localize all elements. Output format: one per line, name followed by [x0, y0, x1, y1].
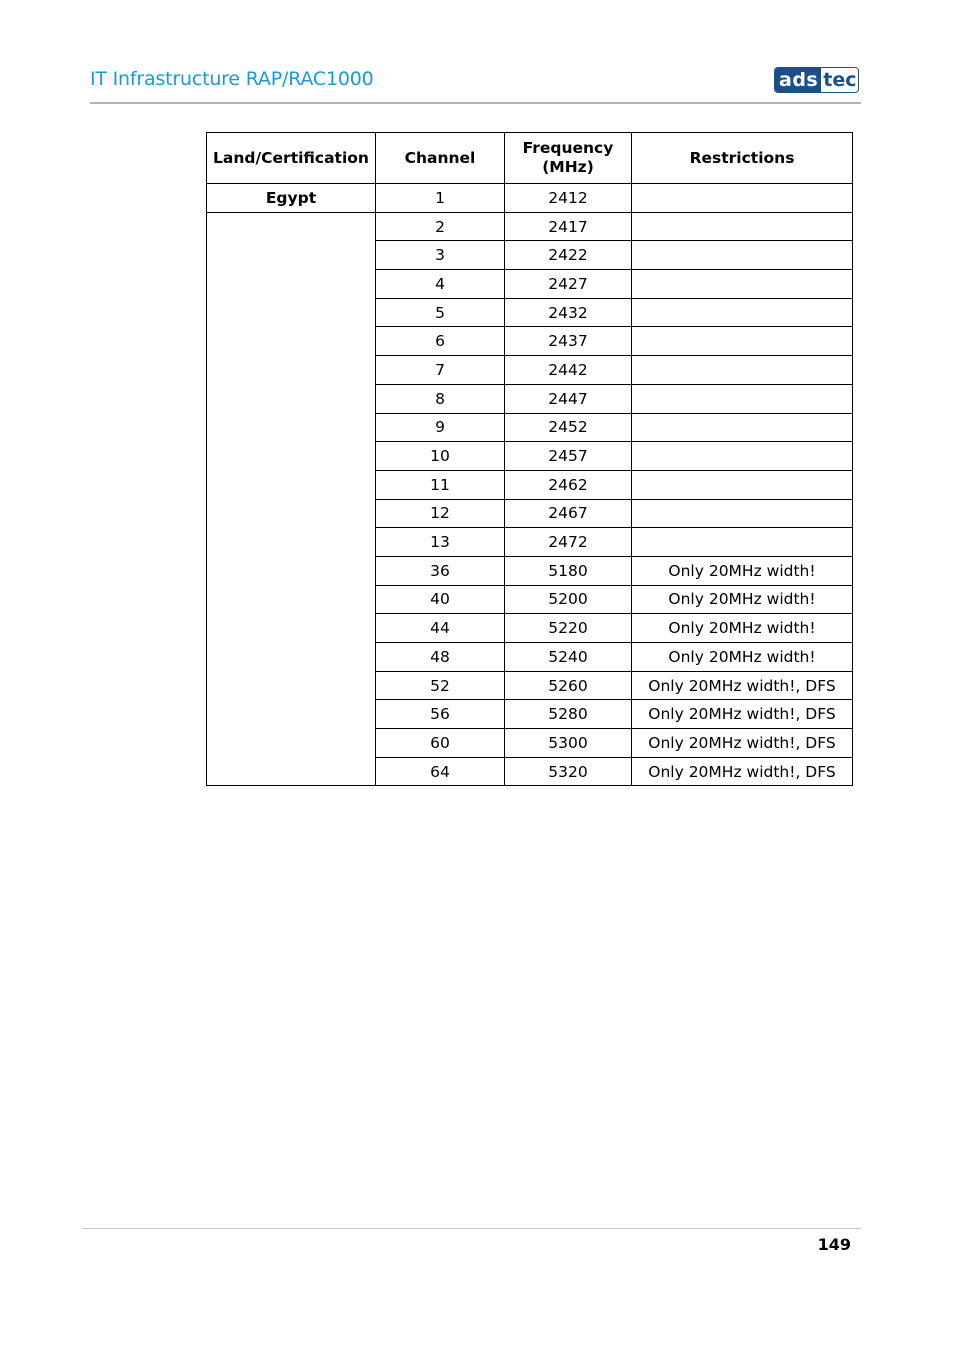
channel-cell: 64: [376, 757, 505, 786]
restriction-cell: Only 20MHz width!, DFS: [632, 700, 853, 729]
footer-divider: [82, 1228, 861, 1229]
channel-cell: 36: [376, 556, 505, 585]
restriction-cell: [632, 413, 853, 442]
header-channel: Channel: [376, 133, 505, 184]
frequency-cell: 5300: [505, 729, 632, 758]
header-frequency-line1: Frequency: [522, 139, 614, 157]
frequency-cell: 5280: [505, 700, 632, 729]
frequency-cell: 2437: [505, 327, 632, 356]
channel-cell: 6: [376, 327, 505, 356]
frequency-cell: 2442: [505, 356, 632, 385]
channel-cell: 3: [376, 241, 505, 270]
frequency-cell: 2417: [505, 212, 632, 241]
restriction-cell: Only 20MHz width!: [632, 556, 853, 585]
channel-cell: 5: [376, 298, 505, 327]
channel-cell: 52: [376, 671, 505, 700]
page-number: 149: [817, 1235, 851, 1254]
channel-cell: 56: [376, 700, 505, 729]
frequency-cell: 5320: [505, 757, 632, 786]
restriction-cell: [632, 470, 853, 499]
channel-table: [206, 132, 853, 786]
frequency-cell: 2467: [505, 499, 632, 528]
restriction-cell: Only 20MHz width!: [632, 614, 853, 643]
frequency-cell: 2432: [505, 298, 632, 327]
frequency-cell: 2427: [505, 270, 632, 299]
frequency-cell: 5240: [505, 643, 632, 672]
channel-cell: 2: [376, 212, 505, 241]
frequency-cell: 2447: [505, 384, 632, 413]
channel-cell: 11: [376, 470, 505, 499]
restriction-cell: [632, 270, 853, 299]
restriction-cell: Only 20MHz width!, DFS: [632, 671, 853, 700]
restriction-cell: Only 20MHz width!, DFS: [632, 757, 853, 786]
header-frequency: [505, 133, 632, 184]
header-land-certification: Land/Certification: [207, 133, 376, 184]
channel-cell: 7: [376, 356, 505, 385]
restriction-cell: Only 20MHz width!: [632, 643, 853, 672]
header-divider: [90, 102, 861, 104]
header-frequency-line2: (MHz): [542, 158, 594, 176]
restriction-cell: [632, 499, 853, 528]
channel-cell: 9: [376, 413, 505, 442]
restriction-cell: [632, 327, 853, 356]
channel-cell: 12: [376, 499, 505, 528]
frequency-cell: 2462: [505, 470, 632, 499]
restriction-cell: [632, 442, 853, 471]
frequency-cell: 2422: [505, 241, 632, 270]
frequency-cell: 2457: [505, 442, 632, 471]
channel-cell: 4: [376, 270, 505, 299]
channel-cell: 10: [376, 442, 505, 471]
channel-cell: 8: [376, 384, 505, 413]
channel-cell: 1: [376, 184, 505, 213]
frequency-cell: 2472: [505, 528, 632, 557]
header-restrictions: Restrictions: [632, 133, 853, 184]
channel-cell: 40: [376, 585, 505, 614]
frequency-cell: 2412: [505, 184, 632, 213]
country-empty-cell: [207, 212, 376, 786]
channel-cell: 13: [376, 528, 505, 557]
frequency-cell: 5220: [505, 614, 632, 643]
restriction-cell: [632, 184, 853, 213]
frequency-cell: 5180: [505, 556, 632, 585]
restriction-cell: [632, 356, 853, 385]
restriction-cell: Only 20MHz width!: [632, 585, 853, 614]
restriction-cell: [632, 241, 853, 270]
frequency-cell: 5260: [505, 671, 632, 700]
restriction-cell: [632, 528, 853, 557]
frequency-cell: 2452: [505, 413, 632, 442]
restriction-cell: [632, 298, 853, 327]
table-row: [207, 212, 853, 241]
country-cell: Egypt: [207, 184, 376, 213]
document-title: IT Infrastructure RAP/RAC1000: [90, 68, 374, 90]
channel-cell: 48: [376, 643, 505, 672]
channel-cell: 44: [376, 614, 505, 643]
table-body: [207, 184, 853, 786]
restriction-cell: Only 20MHz width!, DFS: [632, 729, 853, 758]
restriction-cell: [632, 384, 853, 413]
table-row: [207, 184, 853, 213]
table-header-row: [207, 133, 853, 184]
logo-part-ads: ads: [775, 68, 821, 92]
channel-cell: 60: [376, 729, 505, 758]
restriction-cell: [632, 212, 853, 241]
logo-part-tec: tec: [823, 69, 857, 91]
frequency-cell: 5200: [505, 585, 632, 614]
ads-tec-logo: [775, 68, 858, 92]
